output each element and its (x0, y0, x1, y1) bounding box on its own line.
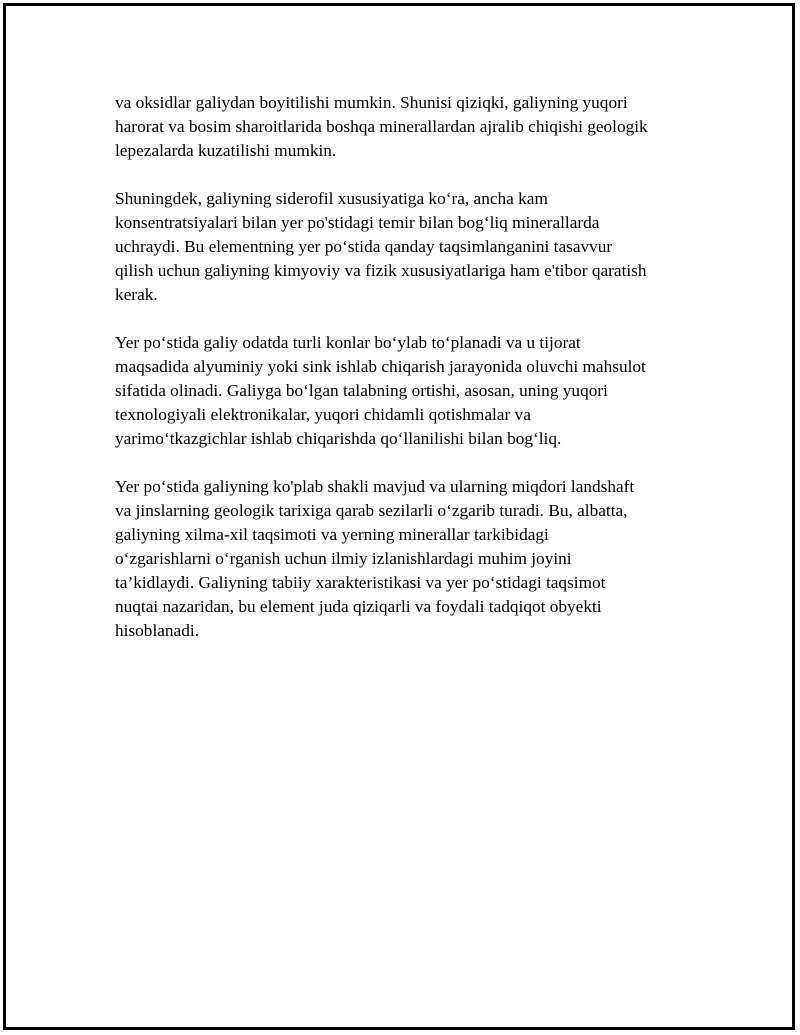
paragraph-line: maqsadida alyuminiy yoki sink ishlab chiqarish jarayonida oluvchi mahsulot (115, 357, 646, 376)
paragraph-line: o‘zgarishlarni o‘rganish uchun ilmiy izlanishlardagi muhim joyini (115, 549, 572, 568)
document-body (115, 91, 695, 667)
paragraph-line: Yer po‘stida galiy odatda turli konlar bo‘ylab to‘planadi va u tijorat (115, 333, 581, 352)
paragraph-line: uchraydi. Bu elementning yer po‘stida qanday taqsimlanganini tasavvur (115, 237, 613, 256)
paragraph-line: va oksidlar galiydan boyitilishi mumkin. Shunisi qiziqki, galiyning yuqori (115, 93, 628, 112)
paragraph-line: sifatida olinadi. Galiyga bo‘lgan talabning ortishi, asosan, uning yuqori (115, 381, 608, 400)
paragraph-line: qilish uchun galiyning kimyoviy va fizik xususiyatlariga ham e'tibor qaratish (115, 261, 647, 280)
paragraph-line: nuqtai nazaridan, bu element juda qiziqarli va foydali tadqiqot obyekti (115, 597, 602, 616)
paragraph-line: lepezalarda kuzatilishi mumkin. (115, 141, 337, 160)
paragraph-4 (115, 475, 695, 643)
paragraph-1 (115, 91, 695, 163)
paragraph-line: kerak. (115, 285, 158, 304)
paragraph-line: yarimo‘tkazgichlar ishlab chiqarishda qo‘llanilishi bilan bog‘liq. (115, 429, 562, 448)
paragraph-line: galiyning xilma-xil taqsimoti va yerning minerallar tarkibidagi (115, 525, 549, 544)
paragraph-line: Yer po‘stida galiyning ko'plab shakli mavjud va ularning miqdori landshaft (115, 477, 635, 496)
paragraph-line: konsentratsiyalari bilan yer po'stidagi temir bilan bog‘liq minerallarda (115, 213, 600, 232)
paragraph-line: ta’kidlaydi. Galiyning tabiiy xarakteristikasi va yer po‘stidagi taqsimot (115, 573, 606, 592)
paragraph-line: harorat va bosim sharoitlarida boshqa minerallardan ajralib chiqishi geologik (115, 117, 648, 136)
paragraph-2 (115, 187, 695, 307)
paragraph-line: Shuningdek, galiyning siderofil xususiyatiga ko‘ra, ancha kam (115, 189, 548, 208)
paragraph-line: hisoblanadi. (115, 621, 199, 640)
paragraph-3 (115, 331, 695, 451)
paragraph-line: texnologiyali elektronikalar, yuqori chidamli qotishmalar va (115, 405, 531, 424)
paragraph-line: va jinslarning geologik tarixiga qarab sezilarli o‘zgarib turadi. Bu, albatta, (115, 501, 628, 520)
